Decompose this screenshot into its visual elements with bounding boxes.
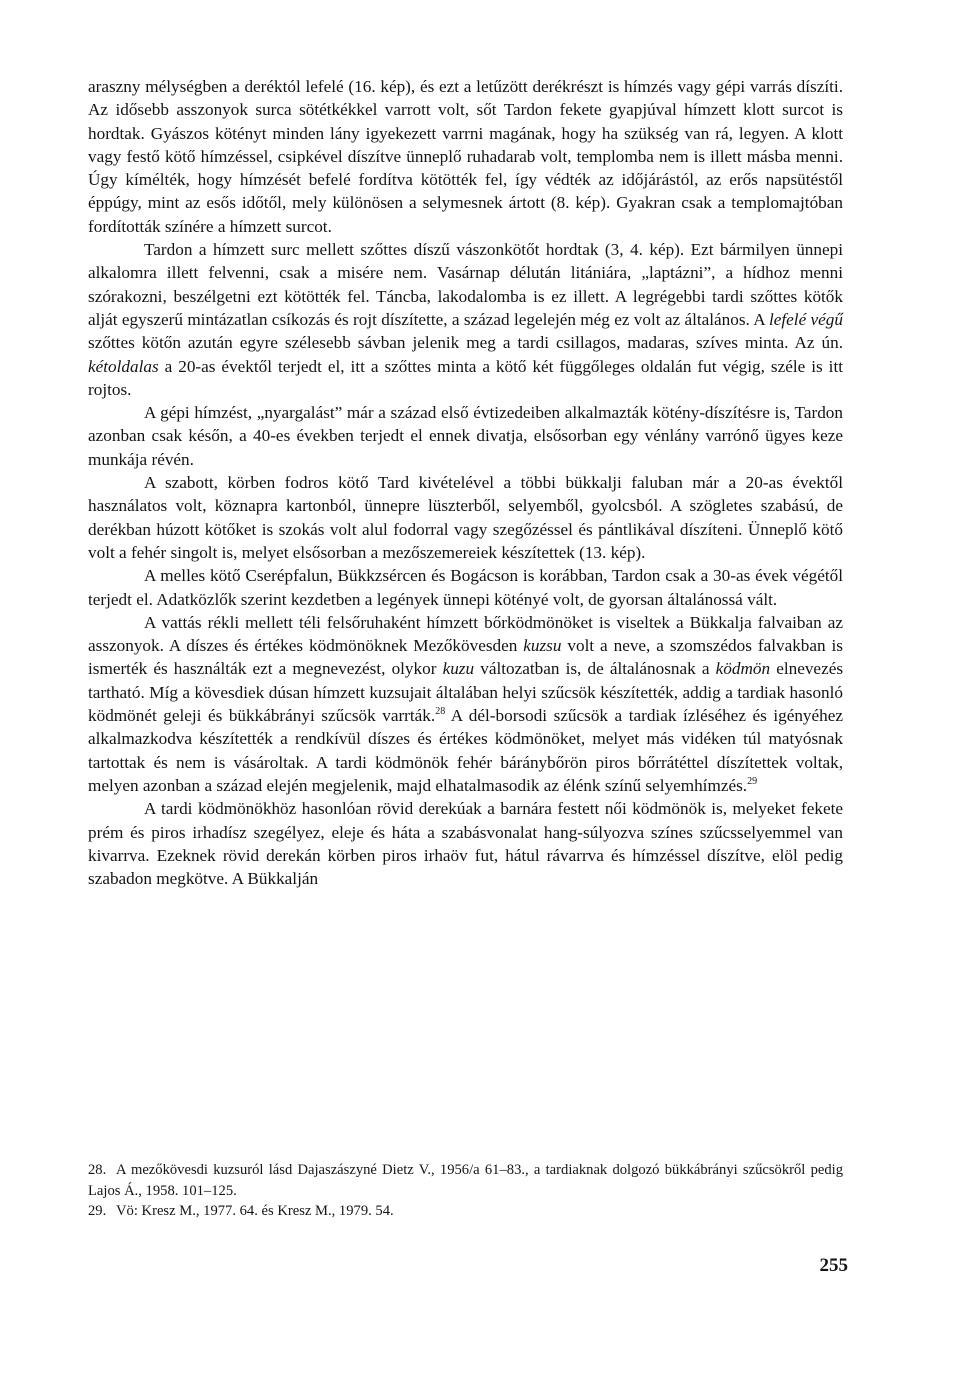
paragraph (88, 471, 843, 564)
italic-term: ködmön (715, 659, 771, 679)
text-run: A tardi ködmönökhöz hasonlóan rövid derekúak a barnára festett női ködmönök is, melyeket fekete prém és piros irhadísz szegélyez, eleje és háta a szabásvonalat hang-súlyozva színes szűcsselyemmel van kivarrva. Ezeknek rövid derekán körben piros irhaöv fut, hátul rávarrva és hímzéssel díszítve, elöl pedig szabadon megkötve. A Bükkalján (88, 799, 843, 889)
italic-term: lefelé végű (769, 309, 843, 329)
text-run: araszny mélységben a deréktól lefelé (16. kép), és ezt a letűzött derékrészt is hímzés vagy gépi varrás díszíti. Az idősebb asszonyok surca sötétkékkel varrott volt, sőt Tardon fekete gyapjúval hímzett klott surcot is hordtak. Gyászos kötényt minden lány igyekezett varrni magának, hogy ha szükség van rá, legyen. A klott vagy festő kötő hímzéssel, csipkével díszítve ünneplő ruhadarab volt, templomba nem is illett másba menni. Úgy kímélték, hogy hímzését befelé fordítva kötötték fel, így védték az időjárástól, az erős napsütéstől éppúgy, mint az esős időtől, mely különösen a selymesnek ártott (8. kép). Gyakran csak a templomajtóban fordították színére a hímzett surcot. (88, 77, 843, 236)
text-run: A vattás rékli mellett téli felsőruhaként hímzett bőrködmönöket is viseltek a Bükkalja falvaiban az asszonyok. A díszes és értékes ködmönöknek Mezőkövesden (88, 612, 843, 656)
text-run: A melles kötő Cserépfalun, Bükkzsércen és Bogácson is korábban, Tardon csak a 30-as évek végétől terjedt el. Adatközlők szerint kezdetben a legények ünnepi kötényé volt, de gyorsan általánossá vált. (88, 566, 843, 609)
footnote-28 (88, 1160, 843, 1201)
footnote-number: 28. (88, 1162, 107, 1178)
italic-term: kétoldalas (88, 356, 159, 376)
footnote-number: 29. (88, 1203, 107, 1219)
footnote-reference: 29 (747, 775, 758, 787)
footnote-reference: 28 (435, 706, 446, 718)
paragraph (88, 238, 843, 401)
body-text (88, 75, 843, 890)
italic-term: kuzsu (523, 636, 562, 656)
text-run: szőttes kötőn azután egyre szélesebb sávban jelenik meg a tardi csillagos, madaras, szíves minta. Az ún. (88, 333, 843, 353)
paragraph (88, 797, 843, 890)
paragraph (88, 401, 843, 471)
paragraph (88, 75, 843, 238)
text-run: a 20-as évektől terjedt el, itt a szőttes minta a kötő két függőleges oldalán fut végig, széle is itt rojtos. (88, 356, 843, 399)
text-run: volt a neve, a szomszédos falvakban is ismerték és használták ezt a megnevezést, olykor (88, 636, 843, 679)
text-run: A szabott, körben fodros kötő Tard kivételével a többi bükkalji faluban már a 20-as évektől használatos volt, köznapra kartonból, ünnepre lüszterből, selyemből, gyolcsból. A szögletes szabású, de derékban húzott kötőket is szokás volt alul fodorral vagy szegőzéssel és pántlikával díszíteni. Ünneplő kötő volt a fehér singolt is, melyet elsősorban a mezőszemereiek készítettek (13. kép). (88, 473, 843, 562)
page-number: 255 (819, 1255, 848, 1276)
text-run: változatban is, de általánosnak a (474, 659, 716, 679)
footnotes (88, 1160, 843, 1222)
text-run: A gépi hímzést, „nyargalást” már a század első évtizedeiben alkalmazták kötény-díszítésre is, Tardon azonban csak későn, a 40-es években terjedt el ennek divatja, elsősorban egy vénlány varrónő ügyes keze munkája révén. (88, 403, 843, 469)
footnote-29 (88, 1201, 843, 1222)
paragraph (88, 564, 843, 611)
paragraph (88, 611, 843, 797)
text-run: Tardon a hímzett surc mellett szőttes díszű vászonkötőt hordtak (3, 4. kép). Ezt bármilyen ünnepi alkalomra illett felvenni, csak a misére nem. Vasárnap délután litániára, „laptázni”, a hídhoz menni szórakozni, beszélgetni ezt kötötték fel. Táncba, lakodalomba is ez illett. A legrégebbi tardi szőttes kötők alját egyszerű mintázatlan csíkozás és rojt díszítette, a század legelején még ez volt az általános. A (88, 240, 843, 329)
text-run: elnevezés tartható. Míg a kövesdiek dúsan hímzett kuzsujait általában helyi szűcsök készítették, addig a tardiak hasonló ködmönét geleji és bükkábrányi szűcsök varrták. (88, 659, 844, 726)
italic-term: kuzu (442, 659, 475, 679)
footnote-text: Vö: Kresz M., 1977. 64. és Kresz M., 1979. 54. (116, 1203, 394, 1219)
text-run: A dél-borsodi szűcsök a tardiak ízléséhez és igényéhez alkalmazkodva készítették a rendkívül díszes és értékes ködmönöket, melyet más vidéken túl matyósnak tartottak és nem is vásároltak. A tardi ködmönök fehér báránybőrön piros bőrrátéttel díszítettek voltak, melyen azonban a század elején megjelenik, majd elhatalmasodik az élénk színű selyemhímzés. (88, 706, 843, 795)
footnote-text: A mezőkövesdi kuzsuról lásd Dajaszászyné Dietz V., 1956/a 61–83., a tardiaknak dolgozó bükkábrányi szűcsökről pedig Lajos Á., 1958. 101–125. (88, 1162, 843, 1199)
